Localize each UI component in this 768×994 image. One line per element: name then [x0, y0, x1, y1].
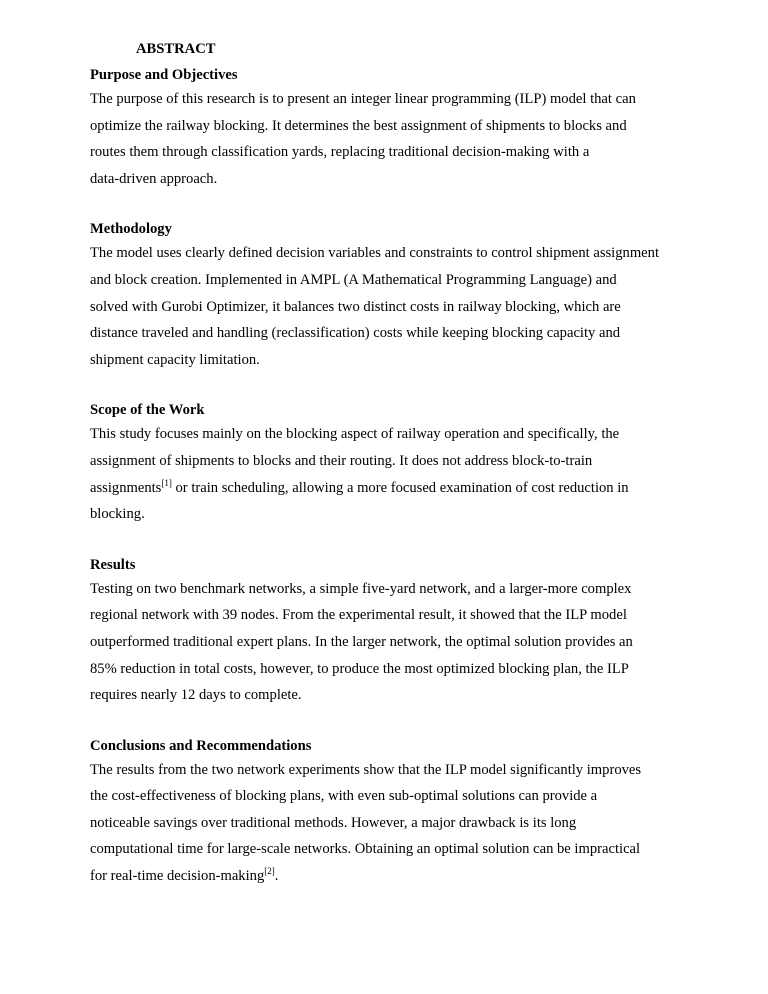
section-methodology: [90, 218, 690, 373]
citation-2: [2]: [264, 866, 275, 877]
text-line: and block creation. Implemented in AMPL (A Mathematical Programming Language) and: [90, 271, 617, 288]
text-line: The model uses clearly defined decision variables and constraints to control shipment assignment: [90, 245, 660, 262]
text-line: blocking.: [90, 506, 145, 523]
section-body-purpose: [90, 86, 690, 192]
section-heading-conclusions: Conclusions and Recommendations: [90, 737, 312, 754]
section-gap: [90, 709, 690, 731]
text-line: routes them through classification yards, replacing traditional decision-making with a: [90, 144, 590, 161]
text-line: [90, 475, 690, 502]
text-line: the cost-effectiveness of blocking plans, with even sub-optimal solutions can provide a: [90, 788, 598, 805]
text-line: This study focuses mainly on the blocking aspect of railway operation and specifically, the: [90, 426, 620, 443]
text-line: 85% reduction in total costs, however, to produce the most optimized blocking plan, the ILP: [90, 660, 629, 677]
section-gap: [90, 373, 690, 395]
text-line: distance traveled and handling (reclassification) costs while keeping blocking capacity and: [90, 325, 621, 342]
text-line: data-driven approach.: [90, 170, 218, 187]
text-line: assignment of shipments to blocks and their routing. It does not address block-to-train: [90, 452, 593, 469]
citation-1: [1]: [161, 477, 172, 488]
text-line: noticeable savings over traditional methods. However, a major drawback is its long: [90, 814, 577, 831]
section-body-conclusions: [90, 757, 690, 890]
text-line: shipment capacity limitation.: [90, 351, 260, 368]
text-fragment: or train scheduling, allowing a more focused examination of cost reduction in: [171, 479, 629, 496]
text-line: requires nearly 12 days to complete.: [90, 687, 302, 704]
section-heading-results: Results: [90, 556, 136, 573]
text-line: computational time for large-scale networks. Obtaining an optimal solution can be impractical: [90, 841, 641, 858]
text-line: regional network with 39 nodes. From the experimental result, it showed that the ILP model: [90, 607, 627, 624]
text-line: The results from the two network experiments show that the ILP model significantly improves: [90, 761, 642, 778]
section-gap: [90, 192, 690, 214]
abstract-page: [90, 38, 690, 890]
section-heading-purpose: Purpose and Objectives: [90, 67, 238, 83]
section-heading-methodology: Methodology: [90, 221, 172, 238]
section-scope: [90, 399, 690, 527]
section-results: [90, 554, 690, 709]
text-line: outperformed traditional expert plans. In the larger network, the optimal solution provides an: [90, 633, 633, 650]
text-fragment: for real-time decision-making: [90, 868, 265, 885]
section-body-scope: [90, 421, 690, 527]
text-line: Testing on two benchmark networks, a simple five-yard network, and a larger-more complex: [90, 580, 632, 597]
section-conclusions: [90, 735, 690, 890]
text-fragment: .: [274, 868, 279, 885]
section-gap: [90, 528, 690, 550]
section-heading-scope: Scope of the Work: [90, 402, 205, 419]
text-line: optimize the railway blocking. It determines the best assignment of shipments to blocks and: [90, 117, 627, 134]
section-body-results: [90, 576, 690, 709]
section-body-methodology: [90, 240, 690, 373]
section-purpose: [90, 64, 690, 192]
text-fragment: assignments: [90, 479, 162, 496]
abstract-title: ABSTRACT: [136, 41, 216, 57]
text-line: solved with Gurobi Optimizer, it balances two distinct costs in railway blocking, which are: [90, 298, 621, 315]
text-line: The purpose of this research is to present an integer linear programming (ILP) model that can: [90, 91, 636, 107]
text-line: [90, 863, 690, 890]
